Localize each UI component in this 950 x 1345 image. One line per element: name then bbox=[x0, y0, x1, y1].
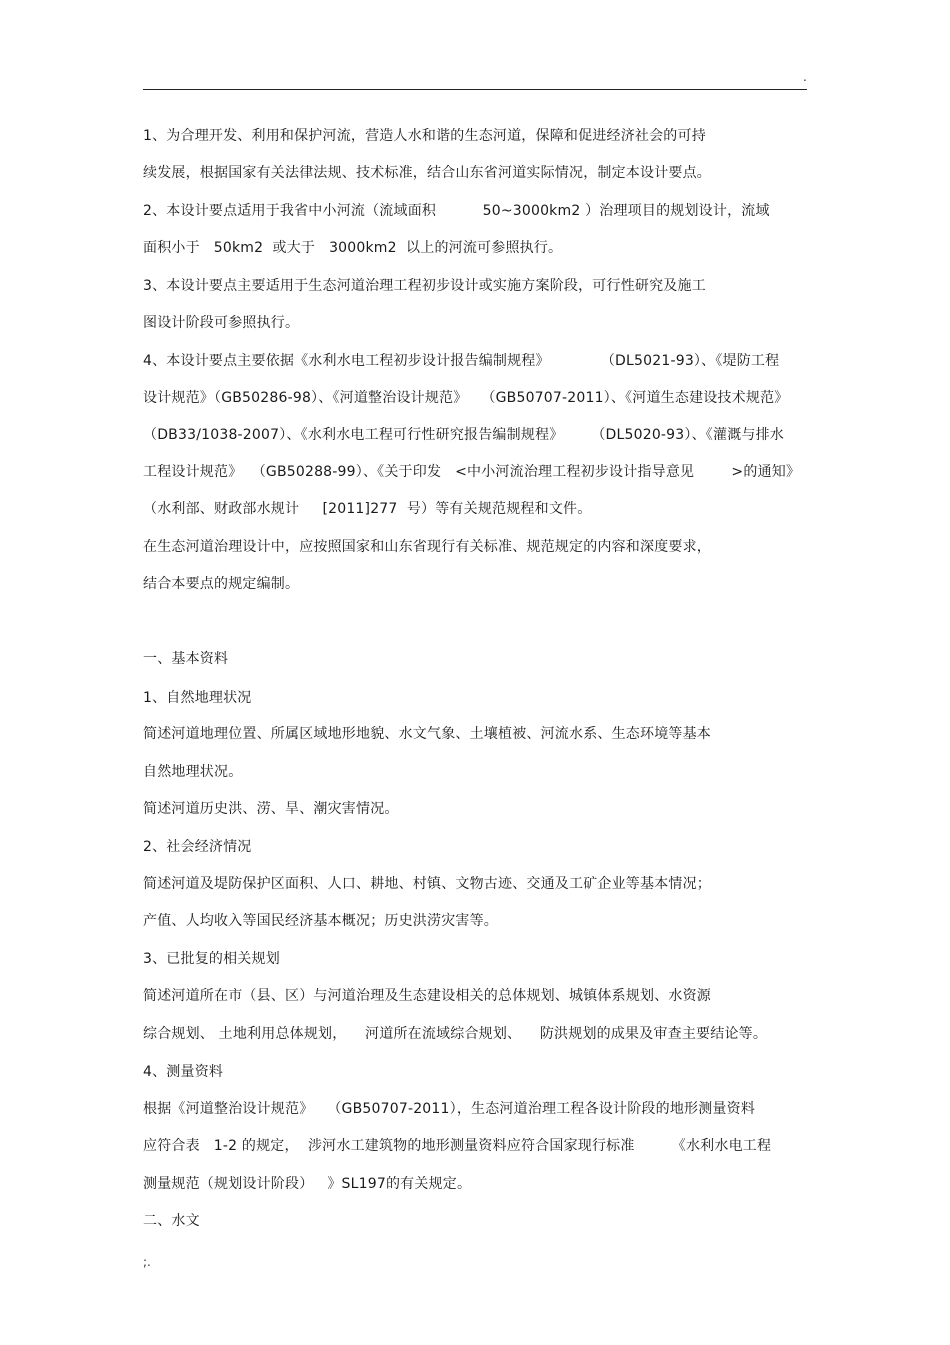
paragraph-line: 结合本要点的规定编制。 bbox=[143, 576, 300, 592]
paragraph-line: 工程设计规范》 （GB50288-99）、《关于印发 <中小河流治理工程初步设计指导意见 >的通知》 bbox=[143, 464, 801, 480]
paragraph-line: 简述河道所在市（县、区）与河道治理及生态建设相关的总体规划、城镇体系规划、水资源 bbox=[143, 988, 711, 1004]
paragraph-line: 1、为合理开发、利用和保护河流，营造人水和谐的生态河道，保障和促进经济社会的可持 bbox=[143, 128, 706, 144]
paragraph-line: 2、本设计要点适用于我省中小河流（流域面积 50~3000km2 ）治理项目的规划设计，流域 bbox=[143, 203, 770, 219]
paragraph-line: 根据《河道整治设计规范》 （GB50707-2011），生态河道治理工程各设计阶段的地形测量资料 bbox=[143, 1101, 756, 1117]
paragraph-line: 自然地理状况。 bbox=[143, 764, 243, 780]
paragraph-line: 测量规范（规划设计阶段） 》SL197的有关规定。 bbox=[143, 1176, 472, 1192]
subsection-heading: 3、已批复的相关规划 bbox=[143, 951, 280, 967]
paragraph-line: 简述河道及堤防保护区面积、人口、耕地、村镇、文物古迹、交通及工矿企业等基本情况； bbox=[143, 876, 711, 892]
header-rule bbox=[143, 89, 807, 90]
subsection-heading: 2、社会经济情况 bbox=[143, 839, 252, 855]
subsection-heading: 4、测量资料 bbox=[143, 1064, 224, 1080]
paragraph-line: 图设计阶段可参照执行。 bbox=[143, 315, 300, 331]
paragraph-line: 在生态河道治理设计中，应按照国家和山东省现行有关标准、规范规定的内容和深度要求， bbox=[143, 539, 711, 555]
header-mark: . bbox=[803, 70, 807, 84]
paragraph-line: 简述河道历史洪、涝、旱、潮灾害情况。 bbox=[143, 801, 399, 817]
paragraph-line: 产值、人均收入等国民经济基本概况；历史洪涝灾害等。 bbox=[143, 913, 498, 929]
subsection-heading: 1、自然地理状况 bbox=[143, 690, 252, 706]
paragraph-line: 面积小于 50km2 或大于 3000km2 以上的河流可参照执行。 bbox=[143, 240, 563, 256]
footer-mark: ;. bbox=[143, 1255, 151, 1269]
paragraph-line: 4、本设计要点主要依据《水利水电工程初步设计报告编制规程》 （DL5021-93）、《堤防工程 bbox=[143, 353, 780, 369]
paragraph-line: 综合规划、 土地利用总体规划， 河道所在流域综合规划、 防洪规划的成果及审查主要结论等。 bbox=[143, 1026, 768, 1042]
paragraph-line: 续发展，根据国家有关法律法规、技术标准，结合山东省河道实际情况，制定本设计要点。 bbox=[143, 165, 711, 181]
paragraph-line: 3、本设计要点主要适用于生态河道治理工程初步设计或实施方案阶段，可行性研究及施工 bbox=[143, 278, 706, 294]
section-heading: 二、水文 bbox=[143, 1213, 200, 1229]
paragraph-line: 应符合表 1-2 的规定， 涉河水工建筑物的地形测量资料应符合国家现行标准 《水利水电工程 bbox=[143, 1138, 772, 1154]
section-heading: 一、基本资料 bbox=[143, 651, 229, 667]
paragraph-line: 简述河道地理位置、所属区域地形地貌、水文气象、土壤植被、河流水系、生态环境等基本 bbox=[143, 726, 711, 742]
paragraph-line: 设计规范》（GB50286-98）、《河道整治设计规范》 （GB50707-2011）、《河道生态建设技术规范》 bbox=[143, 390, 789, 406]
paragraph-line: （水利部、财政部水规计 [2011]277 号）等有关规范规程和文件。 bbox=[143, 501, 592, 517]
paragraph-line: （DB33/1038-2007）、《水利水电工程可行性研究报告编制规程》 （DL5020-93）、《灌溉与排水 bbox=[143, 427, 784, 443]
